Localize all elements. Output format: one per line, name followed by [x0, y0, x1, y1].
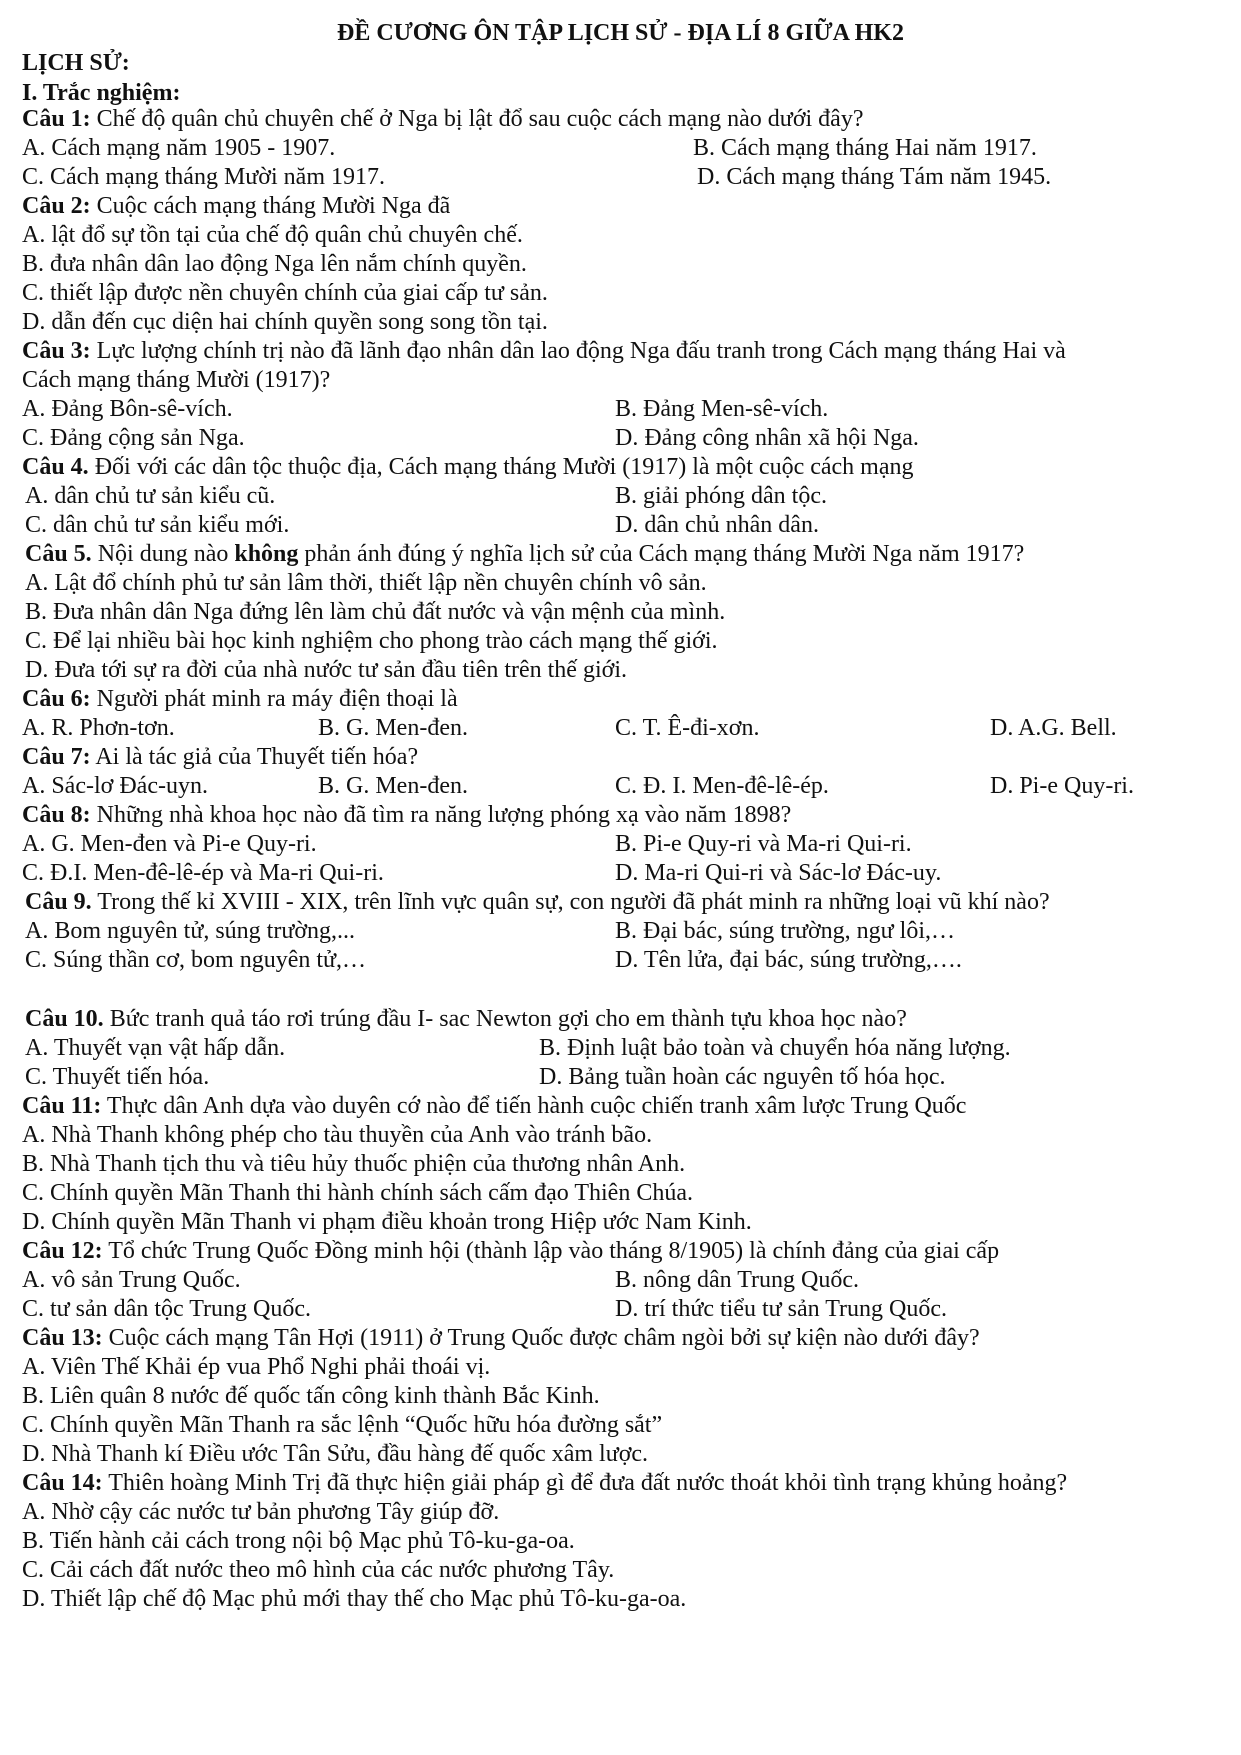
option-2a: A. lật đổ sự tồn tại của chế độ quân chủ chuyên chế.	[22, 222, 523, 248]
option-11a: A. Nhà Thanh không phép cho tàu thuyền của Anh vào tránh bão.	[22, 1122, 653, 1148]
question-10	[25, 1004, 907, 1035]
option-6b: B. G. Men-đen.	[318, 715, 468, 741]
question-label: Câu 2:	[22, 193, 91, 219]
question-6	[22, 684, 458, 715]
option-3c: C. Đảng cộng sản Nga.	[22, 425, 245, 451]
question-text: Trong thế kỉ XVIII - XIX, trên lĩnh vực quân sự, con người đã phát minh ra những loại vũ khí nào?	[91, 889, 1050, 915]
question-12	[22, 1236, 999, 1267]
question-text: Cuộc cách mạng tháng Mười Nga đã	[90, 193, 451, 219]
option-12b: B. nông dân Trung Quốc.	[615, 1267, 860, 1293]
question-text: Tổ chức Trung Quốc Đồng minh hội (thành lập vào tháng 8/1905) là chính đảng của giai cấp	[102, 1238, 1000, 1264]
option-6c: C. T. Ê-đi-xơn.	[615, 715, 760, 741]
question-4	[22, 452, 914, 483]
option-12c: C. tư sản dân tộc Trung Quốc.	[22, 1296, 312, 1322]
option-2d: D. dẫn đến cục diện hai chính quyền song song tồn tại.	[22, 309, 548, 335]
option-1c: C. Cách mạng tháng Mười năm 1917.	[22, 164, 385, 190]
option-1b: B. Cách mạng tháng Hai năm 1917.	[693, 135, 1037, 161]
option-5a: A. Lật đổ chính phủ tư sản lâm thời, thiết lập nền chuyên chính vô sản.	[25, 570, 707, 596]
question-7	[22, 742, 418, 773]
option-10b: B. Định luật bảo toàn và chuyển hóa năng lượng.	[539, 1035, 1011, 1061]
option-11b: B. Nhà Thanh tịch thu và tiêu hủy thuốc phiện của thương nhân Anh.	[22, 1151, 686, 1177]
option-5c: C. Để lại nhiều bài học kinh nghiệm cho phong trào cách mạng thế giới.	[25, 628, 718, 654]
question-label: Câu 8:	[22, 802, 91, 828]
question-8	[22, 800, 791, 831]
option-14a: A. Nhờ cậy các nước tư bản phương Tây giúp đỡ.	[22, 1499, 500, 1525]
option-7a: A. Sác-lơ Đác-uyn.	[22, 773, 208, 799]
option-4a: A. dân chủ tư sản kiểu cũ.	[25, 483, 276, 509]
question-2	[22, 191, 450, 222]
question-text: Người phát minh ra máy điện thoại là	[90, 686, 458, 712]
option-12d: D. trí thức tiểu tư sản Trung Quốc.	[615, 1296, 948, 1322]
question-label: Câu 6:	[22, 686, 91, 712]
option-3b: B. Đảng Men-sê-vích.	[615, 396, 829, 422]
option-14d: D. Thiết lập chế độ Mạc phủ mới thay thế cho Mạc phủ Tô-ku-ga-oa.	[22, 1586, 687, 1612]
option-14b: B. Tiến hành cải cách trong nội bộ Mạc phủ Tô-ku-ga-oa.	[22, 1528, 575, 1554]
option-3d: D. Đảng công nhân xã hội Nga.	[615, 425, 919, 451]
question-label: Câu 7:	[22, 744, 91, 770]
question-label: Câu 9.	[25, 889, 92, 915]
question-11	[22, 1091, 966, 1122]
question-14	[22, 1468, 1067, 1499]
question-label: Câu 10.	[25, 1006, 104, 1032]
option-1d: D. Cách mạng tháng Tám năm 1945.	[697, 164, 1052, 190]
question-label: Câu 11:	[22, 1093, 102, 1119]
option-14c: C. Cải cách đất nước theo mô hình của các nước phương Tây.	[22, 1557, 615, 1583]
question-9	[25, 887, 1050, 918]
section-heading: LỊCH SỬ:	[22, 50, 130, 76]
option-11d: D. Chính quyền Mãn Thanh vi phạm điều khoản trong Hiệp ước Nam Kinh.	[22, 1209, 752, 1235]
option-13b: B. Liên quân 8 nước đế quốc tấn công kinh thành Bắc Kinh.	[22, 1383, 600, 1409]
option-4b: B. giải phóng dân tộc.	[615, 483, 827, 509]
question-emphasis: không	[234, 541, 299, 567]
option-2c: C. thiết lập được nền chuyên chính của giai cấp tư sản.	[22, 280, 548, 306]
option-13d: D. Nhà Thanh kí Điều ước Tân Sửu, đầu hàng đế quốc xâm lược.	[22, 1441, 649, 1467]
option-3a: A. Đảng Bôn-sê-vích.	[22, 396, 233, 422]
question-text-post: phản ánh đúng ý nghĩa lịch sử của Cách mạng tháng Mười Nga năm 1917?	[298, 541, 1025, 567]
option-10a: A. Thuyết vạn vật hấp dẫn.	[25, 1035, 286, 1061]
question-label: Câu 1:	[22, 106, 91, 132]
question-text: Chế độ quân chủ chuyên chế ở Nga bị lật đổ sau cuộc cách mạng nào dưới đây?	[90, 106, 864, 132]
question-3-continuation: Cách mạng tháng Mười (1917)?	[22, 367, 331, 393]
question-text-pre: Nội dung nào	[91, 541, 235, 567]
question-13	[22, 1323, 980, 1354]
option-8c: C. Đ.I. Men-đê-lê-ép và Ma-ri Qui-ri.	[22, 860, 384, 886]
question-text: Thực dân Anh dựa vào duyên cớ nào để tiến hành cuộc chiến tranh xâm lược Trung Quốc	[101, 1093, 967, 1119]
option-13c: C. Chính quyền Mãn Thanh ra sắc lệnh “Quốc hữu hóa đường sắt”	[22, 1412, 663, 1438]
question-label: Câu 3:	[22, 338, 91, 364]
question-label: Câu 5.	[25, 541, 92, 567]
option-9d: D. Tên lửa, đại bác, súng trường,….	[615, 947, 962, 973]
option-13a: A. Viên Thế Khải ép vua Phổ Nghi phải thoái vị.	[22, 1354, 491, 1380]
option-4c: C. dân chủ tư sản kiểu mới.	[25, 512, 290, 538]
option-8d: D. Ma-ri Qui-ri và Sác-lơ Đác-uy.	[615, 860, 942, 886]
option-11c: C. Chính quyền Mãn Thanh thi hành chính sách cấm đạo Thiên Chúa.	[22, 1180, 693, 1206]
question-label: Câu 14:	[22, 1470, 103, 1496]
option-7c: C. Đ. I. Men-đê-lê-ép.	[615, 773, 829, 799]
question-text: Những nhà khoa học nào đã tìm ra năng lượng phóng xạ vào năm 1898?	[90, 802, 792, 828]
question-label: Câu 4.	[22, 454, 89, 480]
option-2b: B. đưa nhân dân lao động Nga lên nắm chính quyền.	[22, 251, 527, 277]
question-text: Ai là tác giả của Thuyết tiến hóa?	[90, 744, 419, 770]
question-label: Câu 12:	[22, 1238, 103, 1264]
question-text: Thiên hoàng Minh Trị đã thực hiện giải pháp gì để đưa đất nước thoát khỏi tình trạng khủng hoảng?	[102, 1470, 1068, 1496]
document-title: ĐỀ CƯƠNG ÔN TẬP LỊCH SỬ - ĐỊA LÍ 8 GIỮA HK2	[337, 20, 904, 46]
option-10d: D. Bảng tuần hoàn các nguyên tố hóa học.	[539, 1064, 946, 1090]
question-1	[22, 104, 863, 135]
question-3	[22, 336, 1066, 367]
option-10c: C. Thuyết tiến hóa.	[25, 1064, 210, 1090]
option-6a: A. R. Phơn-tơn.	[22, 715, 175, 741]
option-12a: A. vô sản Trung Quốc.	[22, 1267, 241, 1293]
option-9b: B. Đại bác, súng trường, ngư lôi,…	[615, 918, 956, 944]
question-5	[25, 539, 1024, 570]
subsection-heading: I. Trắc nghiệm:	[22, 80, 181, 106]
option-9c: C. Súng thần cơ, bom nguyên tử,…	[25, 947, 367, 973]
question-label: Câu 13:	[22, 1325, 103, 1351]
option-7b: B. G. Men-đen.	[318, 773, 468, 799]
question-text: Đối với các dân tộc thuộc địa, Cách mạng tháng Mười (1917) là một cuộc cách mạng	[88, 454, 914, 480]
option-6d: D. A.G. Bell.	[990, 715, 1117, 741]
question-text: Lực lượng chính trị nào đã lãnh đạo nhân dân lao động Nga đấu tranh trong Cách mạng tháng Hai và	[90, 338, 1066, 364]
option-8b: B. Pi-e Quy-ri và Ma-ri Qui-ri.	[615, 831, 912, 857]
question-text: Bức tranh quả táo rơi trúng đầu I- sac Newton gợi cho em thành tựu khoa học nào?	[103, 1006, 907, 1032]
option-9a: A. Bom nguyên tử, súng trường,...	[25, 918, 356, 944]
option-4d: D. dân chủ nhân dân.	[615, 512, 819, 538]
question-text: Cuộc cách mạng Tân Hợi (1911) ở Trung Quốc được châm ngòi bởi sự kiện nào dưới đây?	[102, 1325, 980, 1351]
option-1a: A. Cách mạng năm 1905 - 1907.	[22, 135, 336, 161]
option-7d: D. Pi-e Quy-ri.	[990, 773, 1134, 799]
option-5d: D. Đưa tới sự ra đời của nhà nước tư sản đầu tiên trên thế giới.	[25, 657, 627, 683]
option-8a: A. G. Men-đen và Pi-e Quy-ri.	[22, 831, 317, 857]
option-5b: B. Đưa nhân dân Nga đứng lên làm chủ đất nước và vận mệnh của mình.	[25, 599, 726, 625]
